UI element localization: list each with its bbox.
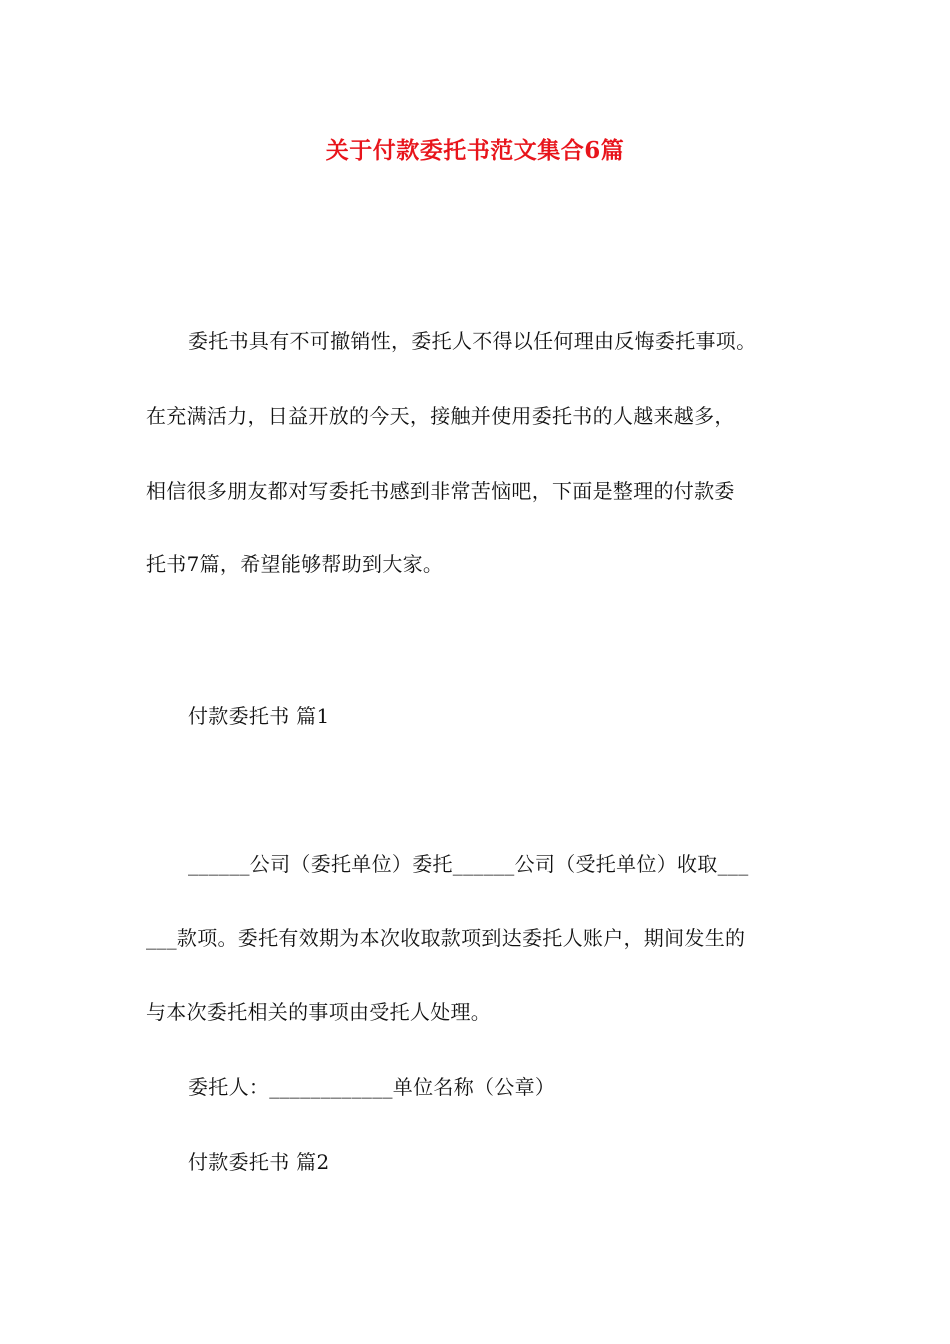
section-2-heading: 付款委托书 篇2 [188,1150,330,1174]
intro-line-3: 相信很多朋友都对写委托书感到非常苦恼吧，下面是整理的付款委 [146,479,735,503]
intro-line-4: 托书7篇，希望能够帮助到大家。 [146,552,444,576]
intro-line-2: 在充满活力，日益开放的今天，接触并使用委托书的人越来越多， [146,404,735,428]
section-1-line-3: 与本次委托相关的事项由受托人处理。 [146,1000,492,1024]
intro-line-1: 委托书具有不可撤销性，委托人不得以任何理由反悔委托事项。 [188,329,757,353]
section-1-line-2: ___款项。委托有效期为本次收取款项到达委托人账户，期间发生的 [146,926,746,950]
section-1-line-1: ______公司（委托单位）委托______公司（受托单位）收取___ [188,852,749,876]
document-title: 关于付款委托书范文集合6篇 [325,137,625,164]
section-1-heading: 付款委托书 篇1 [188,704,330,728]
section-1-signature: 委托人：____________单位名称（公章） [188,1075,556,1099]
